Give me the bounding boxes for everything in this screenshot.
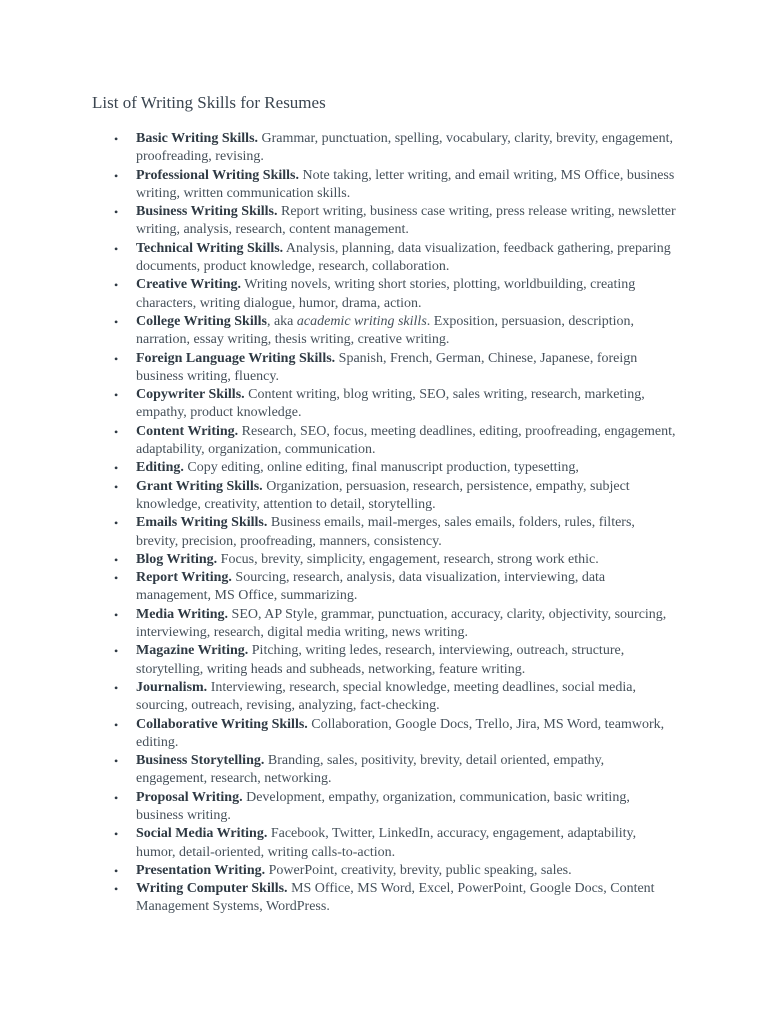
bullet-icon: • — [114, 424, 119, 439]
skill-description: Organization, persuasion, research, persistence, empathy, subject knowledge, creativity, attention to detail, storytelling. — [136, 478, 630, 512]
skill-name: Blog Writing. — [136, 551, 218, 567]
list-item — [92, 240, 678, 277]
skill-description: SEO, AP Style, grammar, punctuation, accuracy, clarity, objectivity, sourcing, interviewing, research, digital media writing, news writing. — [136, 606, 667, 641]
skill-description: Research, SEO, focus, meeting deadlines, editing, proofreading, engagement, adaptability, organization, communication. — [136, 423, 676, 458]
skill-name: College Writing Skills — [136, 313, 267, 329]
bullet-icon: • — [114, 132, 119, 146]
skill-description: Content writing, blog writing, SEO, sales writing, research, marketing, empathy, product knowledge. — [136, 387, 645, 421]
skills-list — [92, 130, 678, 917]
bullet-icon: • — [114, 644, 119, 659]
skill-description: Development, empathy, organization, communication, basic writing, business writing. — [136, 789, 630, 823]
skill-name: Foreign Language Writing Skills. — [136, 350, 336, 366]
list-item — [92, 642, 678, 679]
skill-aka: academic writing skills — [296, 313, 427, 329]
skill-name: Journalism. — [136, 679, 208, 695]
list-item — [92, 514, 678, 551]
list-item — [92, 350, 678, 387]
skill-name: Magazine Writing. — [136, 643, 249, 659]
skill-name: Presentation Writing. — [136, 862, 266, 878]
skill-description: Analysis, planning, data visualization, feedback gathering, preparing documents, product knowledge, research, collaboration. — [136, 240, 671, 275]
skill-description: MS Office, MS Word, Excel, PowerPoint, Google Docs, Content Management Systems, WordPress. — [136, 881, 655, 915]
bullet-icon: • — [114, 314, 119, 329]
skill-name: Content Writing. — [136, 423, 239, 439]
skill-name: Grant Writing Skills. — [136, 478, 263, 494]
list-item — [92, 789, 678, 826]
list-item — [92, 569, 678, 606]
list-item — [92, 716, 678, 753]
list-item — [92, 276, 678, 313]
bullet-icon: • — [114, 516, 119, 531]
skill-description: Writing novels, writing short stories, plotting, worldbuilding, creating characters, writing dialogue, humor, drama, action. — [136, 277, 636, 311]
skill-description: Note taking, letter writing, and email writing, MS Office, business writing, written communication skills. — [136, 167, 675, 201]
bullet-icon: • — [114, 571, 119, 586]
skill-description: Report writing, business case writing, press release writing, newsletter writing, analysis, research, content management. — [136, 204, 676, 238]
bullet-icon: • — [114, 827, 119, 842]
skill-description: Interviewing, research, special knowledge, meeting deadlines, social media, sourcing, outreach, revising, analyzing, fact-checking. — [136, 679, 636, 714]
bullet-icon: • — [114, 388, 119, 403]
bullet-icon: • — [114, 241, 119, 256]
skill-name: Writing Computer Skills. — [136, 881, 288, 897]
list-item — [92, 130, 678, 167]
list-item — [92, 752, 678, 789]
skill-description: Spanish, French, German, Chinese, Japanese, foreign business writing, fluency. — [136, 350, 638, 384]
bullet-icon: • — [114, 607, 119, 622]
skill-description: Facebook, Twitter, LinkedIn, accuracy, engagement, adaptability, humor, detail-oriented, writing calls-to-action. — [136, 826, 637, 860]
bullet-icon: • — [114, 479, 119, 494]
list-item — [92, 880, 678, 917]
skill-name: Professional Writing Skills. — [136, 167, 299, 183]
bullet-icon: • — [114, 882, 119, 897]
list-item — [92, 551, 678, 569]
bullet-icon: • — [114, 790, 119, 805]
list-item — [92, 423, 678, 460]
list-item — [92, 825, 678, 862]
skill-name: Report Writing. — [136, 570, 232, 586]
list-item — [92, 167, 678, 204]
skill-name: Copywriter Skills. — [136, 387, 245, 403]
skill-name: Basic Writing Skills. — [136, 131, 259, 146]
skill-name: Collaborative Writing Skills. — [136, 716, 308, 732]
skill-description: Grammar, punctuation, spelling, vocabulary, clarity, brevity, engagement, proofreading, revising. — [136, 131, 674, 165]
list-item — [92, 313, 678, 350]
skill-name: Technical Writing Skills. — [136, 240, 284, 256]
bullet-icon: • — [114, 863, 119, 878]
bullet-icon: • — [114, 205, 119, 220]
bullet-icon: • — [114, 754, 119, 769]
list-item — [92, 606, 678, 643]
skill-name: Business Storytelling. — [136, 753, 265, 769]
skill-name: Editing. — [136, 460, 184, 476]
list-item — [92, 478, 678, 515]
skill-description: Pitching, writing ledes, research, interviewing, outreach, structure, storytelling, writing heads and subheads, networking, feature writing. — [136, 643, 625, 677]
skill-description: PowerPoint, creativity, brevity, public speaking, sales. — [265, 862, 572, 878]
bullet-icon: • — [114, 717, 119, 732]
skill-description: Branding, sales, positivity, brevity, detail oriented, empathy, engagement, research, networking. — [136, 753, 605, 787]
bullet-icon: • — [114, 278, 119, 293]
skill-description: Copy editing, online editing, final manuscript production, typesetting, — [183, 460, 579, 476]
skill-name: Emails Writing Skills. — [136, 515, 268, 531]
skill-description: . Exposition, persuasion, description, narration, essay writing, thesis writing, creative writing. — [136, 313, 635, 348]
skill-name: Creative Writing. — [136, 277, 241, 293]
bullet-icon: • — [114, 351, 119, 366]
bullet-icon: • — [114, 461, 119, 476]
skill-name: Business Writing Skills. — [136, 204, 278, 220]
skill-description: Focus, brevity, simplicity, engagement, research, strong work ethic. — [217, 551, 599, 567]
skill-description: Business emails, mail-merges, sales emails, folders, rules, filters, brevity, precision, proofreading, manners, consistency. — [136, 515, 635, 549]
page-title: List of Writing Skills for Resumes — [92, 93, 326, 112]
skill-name: Media Writing. — [136, 606, 229, 622]
list-item — [92, 386, 678, 423]
skill-name: Social Media Writing. — [136, 826, 268, 842]
list-item — [92, 679, 678, 716]
skill-name: Proposal Writing. — [136, 789, 243, 805]
list-item — [92, 459, 678, 477]
bullet-icon: • — [114, 552, 119, 567]
skill-description: Collaboration, Google Docs, Trello, Jira, MS Word, teamwork, editing. — [136, 716, 665, 750]
skill-aka-prefix: , aka — [266, 313, 297, 329]
list-item — [92, 862, 678, 880]
skill-description: Sourcing, research, analysis, data visualization, interviewing, data management, MS Office, summarizing. — [136, 570, 606, 604]
bullet-icon: • — [114, 680, 119, 695]
list-item — [92, 203, 678, 240]
bullet-icon: • — [114, 168, 119, 183]
